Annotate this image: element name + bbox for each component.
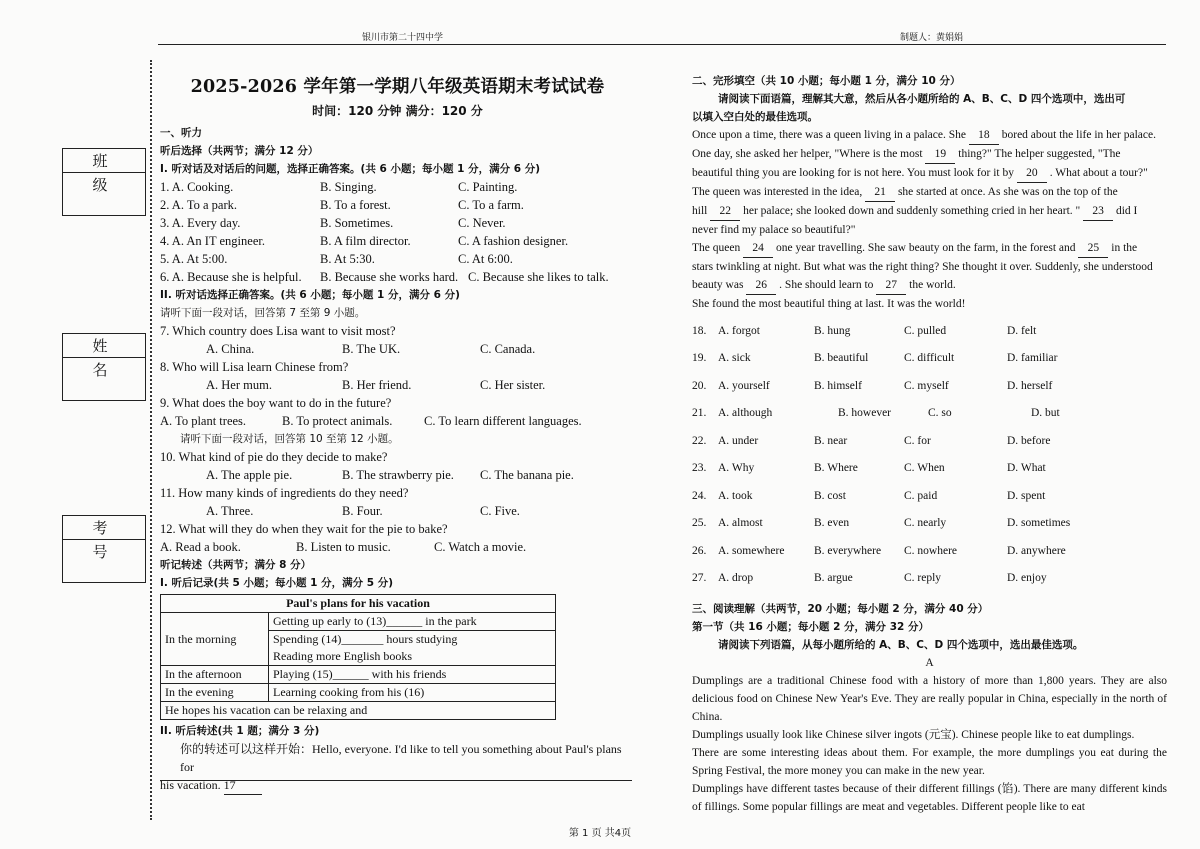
record-heading: I. 听后记录(共 5 小题；每小题 1 分，满分 5 分) <box>160 577 393 589</box>
option-a[interactable]: 4. A. An IT engineer. <box>160 234 265 248</box>
option-b[interactable]: B. Because she works hard. <box>320 270 459 284</box>
afternoon-label: In the afternoon <box>161 666 269 684</box>
question-number: 24. <box>692 489 707 502</box>
option-row-21 <box>692 400 1167 428</box>
option-b[interactable]: B. To protect animals. <box>282 414 393 428</box>
class-label: 班 级 <box>63 149 145 173</box>
passage-paragraph: There are some interesting ideas about them. For example, the more dumplings you eat during the Spring Festival, the more money you can make in the new year. <box>692 747 1167 777</box>
class-box[interactable] <box>62 148 146 216</box>
option-a[interactable]: 1. A. Cooking. <box>160 180 234 194</box>
option-b[interactable]: B. A film director. <box>320 234 411 248</box>
question-number: 23. <box>692 462 707 475</box>
option-a[interactable]: A. took <box>718 489 753 502</box>
question-11: 11. How many kinds of ingredients do they need? <box>160 486 409 500</box>
option-c[interactable]: C. Because she likes to talk. <box>468 270 609 284</box>
paper-maker: 制题人：黄娟娟 <box>900 33 964 43</box>
option-b[interactable]: B. hung <box>814 324 851 337</box>
reading-heading: 三、阅读理解（共两节，20 小题；每小题 2 分，满分 40 分） <box>692 603 989 615</box>
option-a[interactable]: A. although <box>718 407 773 420</box>
listening-part1-instruction: I. 听对话及对话后的问题，选择正确答案。(共 6 小题；每小题 1 分，满分 6 分) <box>160 163 540 175</box>
blank-19[interactable]: 19 <box>925 145 955 164</box>
passage-paragraph: Dumplings have different tastes because of their different fillings (馅). There are many different kinds of fillings. Some popular fillings are meat and vegetables. Different people like to eat <box>692 783 1167 813</box>
passage-text: stars twinkling at night. But what was the right thing? She thought it over. Suddenly, she understood <box>692 261 1153 273</box>
option-b[interactable]: B. At 5:30. <box>320 252 375 266</box>
option-row-24 <box>692 482 1167 510</box>
option-a[interactable]: 5. A. At 5:00. <box>160 252 228 266</box>
blank-26[interactable]: 26 <box>746 276 776 295</box>
option-row-25 <box>692 510 1167 538</box>
question-row <box>160 502 635 520</box>
question-row <box>160 466 635 484</box>
retell-part-heading: II. 听后转述(共 1 题；满分 3 分) <box>160 725 320 737</box>
question-12: 12. What will they do when they wait for the pie to bake? <box>160 522 448 536</box>
vacation-plan-table <box>160 594 556 720</box>
option-c[interactable]: C. When <box>904 462 945 475</box>
question-row <box>160 412 635 430</box>
passage-text: The queen <box>692 242 741 254</box>
option-c[interactable]: C. Never. <box>458 216 506 230</box>
option-d[interactable]: D. anywhere <box>1007 544 1066 557</box>
blank-22[interactable]: 22 <box>710 202 740 221</box>
question-number: 21. <box>692 407 707 420</box>
option-b[interactable]: B. To a forest. <box>320 198 391 212</box>
option-a[interactable]: A. The apple pie. <box>206 468 293 482</box>
question-row <box>160 196 635 214</box>
blank-18[interactable]: 18 <box>969 126 999 145</box>
option-d[interactable]: D. felt <box>1007 324 1037 337</box>
binding-dotted-line <box>150 60 152 820</box>
reading-instruction: 请阅读下列语篇，从每小题所给的 A、B、C、D 四个选项中，选出最佳选项。 <box>718 639 1084 651</box>
exam-number-label: 考 号 <box>63 516 145 540</box>
table-caption: Paul's plans for his vacation <box>161 595 556 613</box>
question-row <box>160 178 635 196</box>
option-row-19 <box>692 345 1167 373</box>
option-c[interactable]: C. At 6:00. <box>458 252 513 266</box>
option-c[interactable]: C. Five. <box>480 504 520 518</box>
left-column <box>160 72 635 795</box>
option-a[interactable]: A. China. <box>206 342 255 356</box>
option-b[interactable]: B. Listen to music. <box>296 540 391 554</box>
option-d[interactable]: D. but <box>1031 407 1060 420</box>
question-number: 20. <box>692 379 707 392</box>
option-d[interactable]: D. sometimes <box>1007 517 1071 530</box>
passage-text: She found the most beautiful thing at last. It was the world! <box>692 298 966 310</box>
option-b[interactable]: B. near <box>814 434 848 447</box>
option-d[interactable]: D. before <box>1007 434 1051 447</box>
option-b[interactable]: B. himself <box>814 379 862 392</box>
passage-text: one year travelling. She saw beauty on the farm, in the forest and <box>775 242 1076 254</box>
passage-paragraph: Dumplings are a traditional Chinese food with a history of more than 1,800 years. They are also delicious food on Chinese New Year's Eve. They are really popular in China, especially in the north of China. <box>692 675 1167 723</box>
blank-20[interactable]: 20 <box>1017 164 1047 183</box>
option-c[interactable]: C. Her sister. <box>480 378 546 392</box>
option-c[interactable]: C. nowhere <box>904 544 958 557</box>
option-c[interactable]: C. To learn different languages. <box>424 414 582 428</box>
name-box[interactable] <box>62 333 146 401</box>
option-row-22 <box>692 427 1167 455</box>
question-row <box>160 376 635 394</box>
question-row <box>160 538 635 556</box>
option-d[interactable]: D. spent <box>1007 489 1046 502</box>
dialogue-instruction: 请听下面一段对话，回答第 7 至第 9 小题。 <box>160 307 366 319</box>
blank-23[interactable]: 23 <box>1083 202 1113 221</box>
retell-heading: 听记转述（共两节；满分 8 分） <box>160 559 312 571</box>
table-last-row: He hopes his vacation can be relaxing and <box>161 702 556 720</box>
question-row <box>160 340 635 358</box>
option-b[interactable]: B. even <box>814 517 850 530</box>
passage-text: never find my palace so beautiful?" <box>692 224 856 236</box>
retell-prompt-end <box>160 776 635 795</box>
retell-prompt-cont: his vacation. <box>160 778 221 792</box>
dialogue-instruction: 请听下面一段对话，回答第 10 至第 12 小题。 <box>180 433 399 445</box>
option-b[interactable]: B. cost <box>814 489 846 502</box>
option-d[interactable]: D. herself <box>1007 379 1053 392</box>
passage-text: in the <box>1111 242 1138 254</box>
retell-prompt: 你的转述可以这样开始：Hello, everyone. I'd like to tell you something about Paul's plans for <box>180 742 622 774</box>
option-c[interactable]: C. pulled <box>904 324 947 337</box>
option-b[interactable]: B. Sometimes. <box>320 216 394 230</box>
option-a[interactable]: A. Her mum. <box>206 378 272 392</box>
passage-text: . What about a tour?" <box>1049 167 1148 179</box>
morning-label: In the morning <box>161 613 269 666</box>
blank-24[interactable]: 24 <box>743 239 773 258</box>
blank-15-cell[interactable]: Playing (15)______ with his friends <box>269 666 556 684</box>
option-d[interactable]: D. familiar <box>1007 352 1058 365</box>
passage-text: One day, she asked her helper, "Where is the most <box>692 148 923 160</box>
reading-section <box>692 600 1167 816</box>
question-row <box>160 214 635 232</box>
option-c[interactable]: C. A fashion designer. <box>458 234 569 248</box>
passage-text: bored about the life in her palace. <box>1001 129 1156 141</box>
option-a[interactable]: A. Why <box>718 462 755 475</box>
option-a[interactable]: A. drop <box>718 572 754 585</box>
option-b[interactable]: B. The strawberry pie. <box>342 468 454 482</box>
right-column <box>692 72 1167 816</box>
blank-14-cell[interactable]: Spending (14)_______ hours studying <box>269 631 556 649</box>
option-b[interactable]: B. Her friend. <box>342 378 412 392</box>
reading-part1-heading: 第一节（共 16 小题；每小题 2 分，满分 32 分） <box>692 621 929 633</box>
cloze-instruction: 请阅读下面语篇，理解其大意，然后从各小题所给的 A、B、C、D 四个选项中，选出可 <box>718 93 1126 105</box>
option-b[interactable]: B. Where <box>814 462 858 475</box>
question-number: 27. <box>692 572 707 585</box>
option-c[interactable]: C. difficult <box>904 352 955 365</box>
option-b[interactable]: B. The UK. <box>342 342 401 356</box>
section-listening-heading: 一、听力 <box>160 127 202 139</box>
option-a[interactable]: 3. A. Every day. <box>160 216 241 230</box>
option-b[interactable]: B. argue <box>814 572 853 585</box>
option-row-27 <box>692 565 1167 593</box>
option-a[interactable]: 6. A. Because she is helpful. <box>160 270 302 284</box>
option-b[interactable]: B. everywhere <box>814 544 882 557</box>
option-a[interactable]: A. Three. <box>206 504 254 518</box>
listening-part1-heading: 听后选择（共两节；满分 12 分） <box>160 145 319 157</box>
option-b[interactable]: B. beautiful <box>814 352 869 365</box>
page-title: 2025-2026 学年第一学期八年级英语期末考试试卷 <box>190 77 605 97</box>
option-a[interactable]: A. sick <box>718 352 751 365</box>
question-row <box>160 268 635 286</box>
answer-line[interactable] <box>160 780 632 781</box>
exam-number-box[interactable] <box>62 515 146 583</box>
passage-text: her palace; she looked down and suddenly something cried in her heart. " <box>743 205 1081 217</box>
option-c[interactable]: C. paid <box>904 489 938 502</box>
option-row-23 <box>692 455 1167 483</box>
blank-25[interactable]: 25 <box>1078 239 1108 258</box>
option-c[interactable]: C. so <box>928 407 952 420</box>
listening-part2-heading: II. 听对话选择正确答案。(共 6 小题；每小题 1 分，满分 6 分) <box>160 289 460 301</box>
option-row-18 <box>692 317 1167 345</box>
option-a[interactable]: A. almost <box>718 517 763 530</box>
passage-text: did I <box>1115 205 1138 217</box>
option-d[interactable]: D. enjoy <box>1007 572 1047 585</box>
school-name: 银川市第二十四中学 <box>362 33 444 43</box>
option-c[interactable]: C. Canada. <box>480 342 536 356</box>
option-d[interactable]: D. What <box>1007 462 1046 475</box>
question-number: 25. <box>692 517 707 530</box>
question-number: 22. <box>692 434 707 447</box>
option-a[interactable]: A. forgot <box>718 324 760 337</box>
question-9: 9. What does the boy want to do in the future? <box>160 396 392 410</box>
question-10: 10. What kind of pie do they decide to make? <box>160 450 388 464</box>
passage-text: the world. <box>909 279 956 291</box>
option-c[interactable]: C. To a farm. <box>458 198 524 212</box>
option-c[interactable]: C. Watch a movie. <box>434 540 527 554</box>
evening-label: In the evening <box>161 684 269 702</box>
option-row-20 <box>692 372 1167 400</box>
cloze-options <box>692 317 1167 592</box>
page-header <box>0 30 1200 44</box>
option-row-26 <box>692 537 1167 565</box>
passage-paragraph: Dumplings usually look like Chinese silver ingots (元宝). Chinese people like to eat dumplings. <box>692 729 1135 741</box>
question-number: 26. <box>692 544 707 557</box>
option-b[interactable]: B. Four. <box>342 504 383 518</box>
option-a[interactable]: A. somewhere <box>718 544 785 557</box>
passage-text: Once upon a time, there was a queen living in a palace. She <box>692 129 966 141</box>
question-8: 8. Who will Lisa learn Chinese from? <box>160 360 349 374</box>
passage-text: The queen was interested in the idea, <box>692 186 863 198</box>
page-footer: 第 1 页 共4页 <box>568 828 632 839</box>
passage-text: thing?" The helper suggested, "The <box>958 148 1121 160</box>
option-b[interactable]: B. Singing. <box>320 180 377 194</box>
passage-text: hill <box>692 205 708 217</box>
blank-16-cell[interactable]: Learning cooking from his (16) <box>269 684 556 702</box>
answer-17-blank[interactable]: 17 <box>224 776 262 795</box>
option-c[interactable]: C. nearly <box>904 517 947 530</box>
blank-27[interactable]: 27 <box>876 276 906 295</box>
option-a[interactable]: A. yourself <box>718 379 770 392</box>
option-a[interactable]: A. Read a book. <box>160 540 241 554</box>
passage-text: . She should learn to <box>779 279 874 291</box>
question-number: 18. <box>692 324 707 337</box>
passage-label: A <box>925 657 934 669</box>
name-label: 姓 名 <box>63 334 145 358</box>
exam-time-score: 时间：120 分钟 满分：120 分 <box>312 104 483 118</box>
option-a[interactable]: A. To plant trees. <box>160 414 247 428</box>
option-c[interactable]: C. The banana pie. <box>480 468 574 482</box>
cloze-instruction-cont: 以填入空白处的最佳选项。 <box>692 111 818 123</box>
table-cell: Reading more English books <box>269 648 556 666</box>
option-a[interactable]: A. under <box>718 434 759 447</box>
option-c[interactable]: C. Painting. <box>458 180 518 194</box>
question-row <box>160 232 635 250</box>
passage-text: beauty was <box>692 279 744 291</box>
option-c[interactable]: C. myself <box>904 379 949 392</box>
blank-13-cell[interactable]: Getting up early to (13)______ in the park <box>269 613 556 631</box>
header-divider <box>158 44 1166 45</box>
option-a[interactable]: 2. A. To a park. <box>160 198 238 212</box>
question-number: 19. <box>692 352 707 365</box>
blank-21[interactable]: 21 <box>865 183 895 202</box>
cloze-passage <box>692 126 1167 313</box>
question-row <box>160 250 635 268</box>
cloze-heading: 二、完形填空（共 10 小题；每小题 1 分，满分 10 分） <box>692 75 961 87</box>
passage-text: beautiful thing you are looking for is not here. You must look for it by <box>692 167 1014 179</box>
question-7: 7. Which country does Lisa want to visit most? <box>160 324 396 338</box>
option-b[interactable]: B. however <box>838 407 892 420</box>
passage-text: she started at once. As she was on the top of the <box>897 186 1118 198</box>
option-c[interactable]: C. for <box>904 434 931 447</box>
option-c[interactable]: C. reply <box>904 572 942 585</box>
